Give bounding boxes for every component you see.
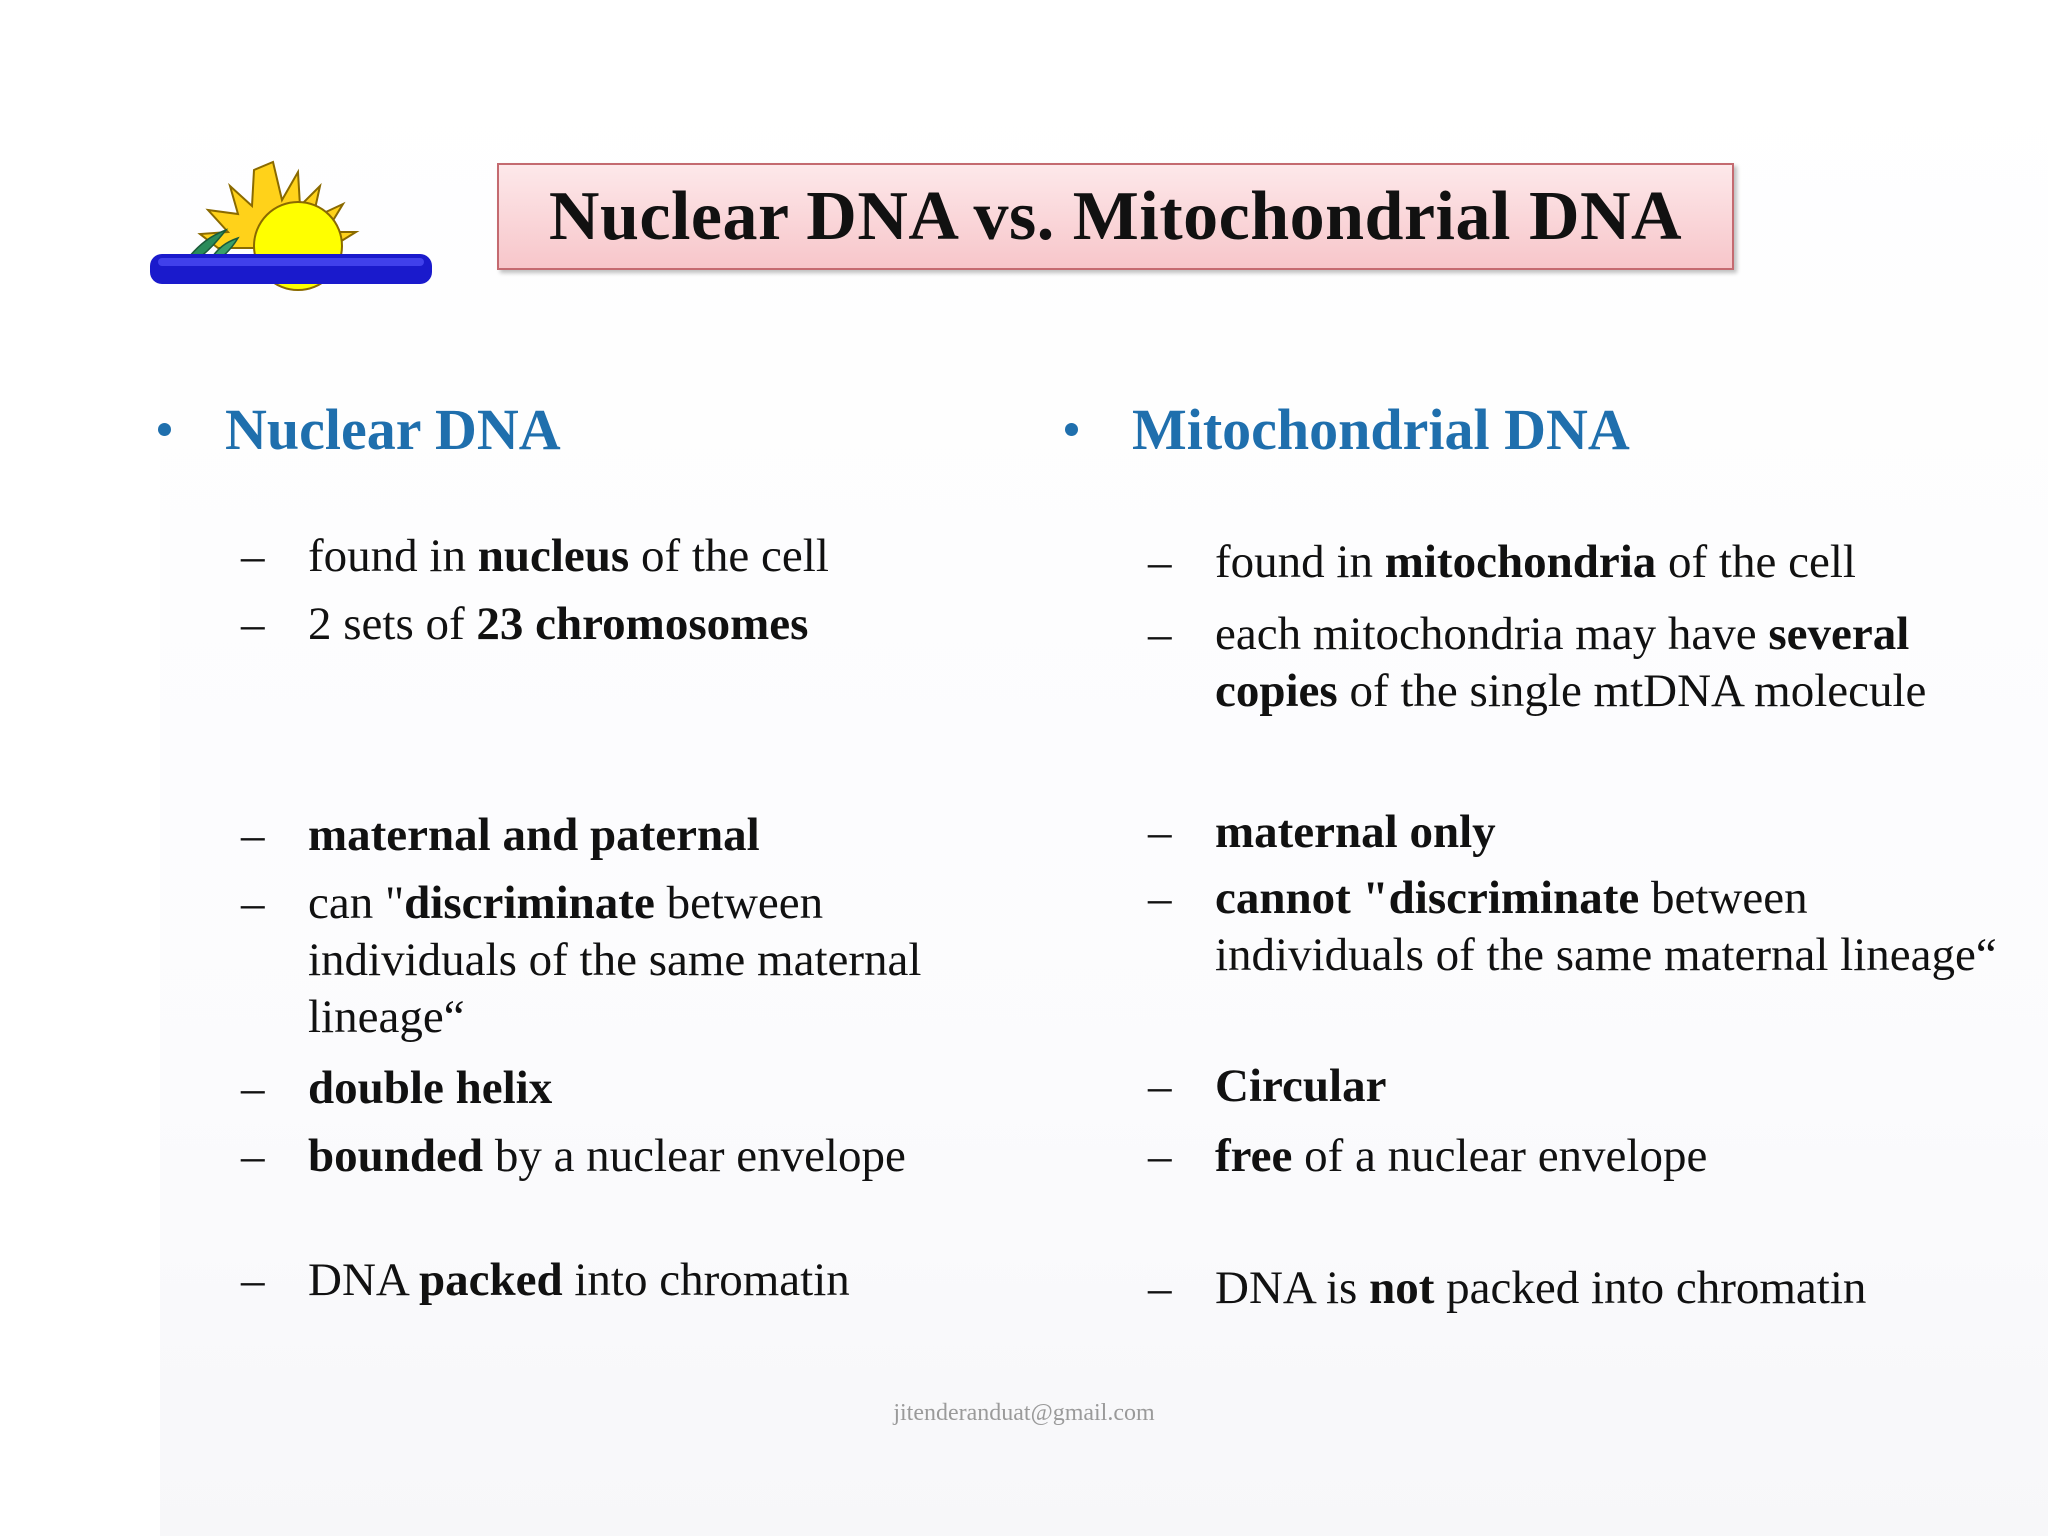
- item-text: DNA: [308, 1254, 419, 1306]
- dash-marker: –: [1148, 1060, 1172, 1112]
- dash-marker: –: [1148, 1130, 1172, 1182]
- bullet-icon: [1065, 423, 1078, 436]
- list-item: [241, 596, 968, 653]
- nuclear-dna-heading: [148, 390, 968, 468]
- mitochondrial-dna-column: [1055, 390, 2015, 1314]
- item-text: can ": [308, 877, 405, 929]
- bold-text: bounded: [308, 1130, 484, 1182]
- bold-text: 23 chromosomes: [476, 598, 809, 650]
- heading-label: Nuclear DNA: [225, 396, 561, 462]
- bold-text: discriminate: [404, 877, 655, 929]
- bold-text: Circular: [1215, 1060, 1387, 1112]
- mitochondrial-dna-heading: [1055, 390, 2015, 468]
- dash-marker: –: [241, 877, 265, 929]
- item-text: between individuals of the same maternal lineage“: [1215, 872, 1997, 981]
- footer-email: jitenderanduat@gmail.com: [893, 1400, 1155, 1426]
- sun-over-water-icon: [148, 148, 434, 294]
- bold-text: maternal and paternal: [308, 809, 760, 861]
- list-item: [1148, 534, 2015, 591]
- dash-marker: –: [1148, 608, 1172, 660]
- list-item: [1148, 1058, 2015, 1115]
- list-item: [241, 1128, 968, 1185]
- item-text: into chromatin: [562, 1254, 850, 1306]
- item-text: 2 sets of: [308, 598, 477, 650]
- list-item: [241, 528, 968, 585]
- item-text: between individuals of the same maternal lineage“: [308, 877, 922, 1043]
- item-text: of a nuclear envelope: [1292, 1130, 1708, 1182]
- dash-marker: –: [1148, 1262, 1172, 1314]
- bold-text: maternal only: [1215, 806, 1496, 858]
- list-item: [241, 807, 968, 864]
- bold-text: nucleus: [477, 530, 630, 582]
- item-text: each mitochondria may have: [1215, 608, 1769, 660]
- bold-text: cannot "discriminate: [1215, 872, 1640, 924]
- dash-marker: –: [241, 1062, 265, 1114]
- dash-marker: –: [241, 530, 265, 582]
- slide-title: Nuclear DNA vs. Mitochondrial DNA: [548, 177, 1683, 255]
- bold-text: mitochondria: [1384, 536, 1657, 588]
- dash-marker: –: [1148, 536, 1172, 588]
- dash-marker: –: [241, 598, 265, 650]
- item-text: of the single mtDNA molecule: [1337, 665, 1927, 717]
- list-item: [241, 1060, 968, 1117]
- list-item: [1148, 804, 2015, 861]
- bold-text: several copies: [1215, 608, 1910, 717]
- dash-marker: –: [1148, 806, 1172, 858]
- slide-title-box: [497, 163, 1734, 270]
- item-text: packed into chromatin: [1434, 1262, 1867, 1314]
- item-text: found in: [308, 530, 478, 582]
- item-text: found in: [1215, 536, 1385, 588]
- bold-text: not: [1369, 1262, 1435, 1314]
- item-text: by a nuclear envelope: [483, 1130, 906, 1182]
- nuclear-dna-column: [148, 390, 968, 1306]
- bullet-icon: [158, 423, 171, 436]
- heading-label: Mitochondrial DNA: [1132, 396, 1630, 462]
- list-item: [1148, 1128, 2015, 1185]
- bold-text: double helix: [308, 1062, 553, 1114]
- dash-marker: –: [241, 809, 265, 861]
- list-item: [1148, 870, 2015, 984]
- item-text: of the cell: [1656, 536, 1856, 588]
- list-item: [1148, 606, 2015, 720]
- list-item: [1148, 1260, 2015, 1317]
- dash-marker: –: [241, 1130, 265, 1182]
- list-item: [241, 875, 968, 1046]
- dash-marker: –: [241, 1254, 265, 1306]
- list-item: [241, 1252, 968, 1309]
- dash-marker: –: [1148, 872, 1172, 924]
- bold-text: free: [1215, 1130, 1293, 1182]
- item-text: DNA is: [1215, 1262, 1370, 1314]
- bold-text: packed: [418, 1254, 563, 1306]
- item-text: of the cell: [629, 530, 829, 582]
